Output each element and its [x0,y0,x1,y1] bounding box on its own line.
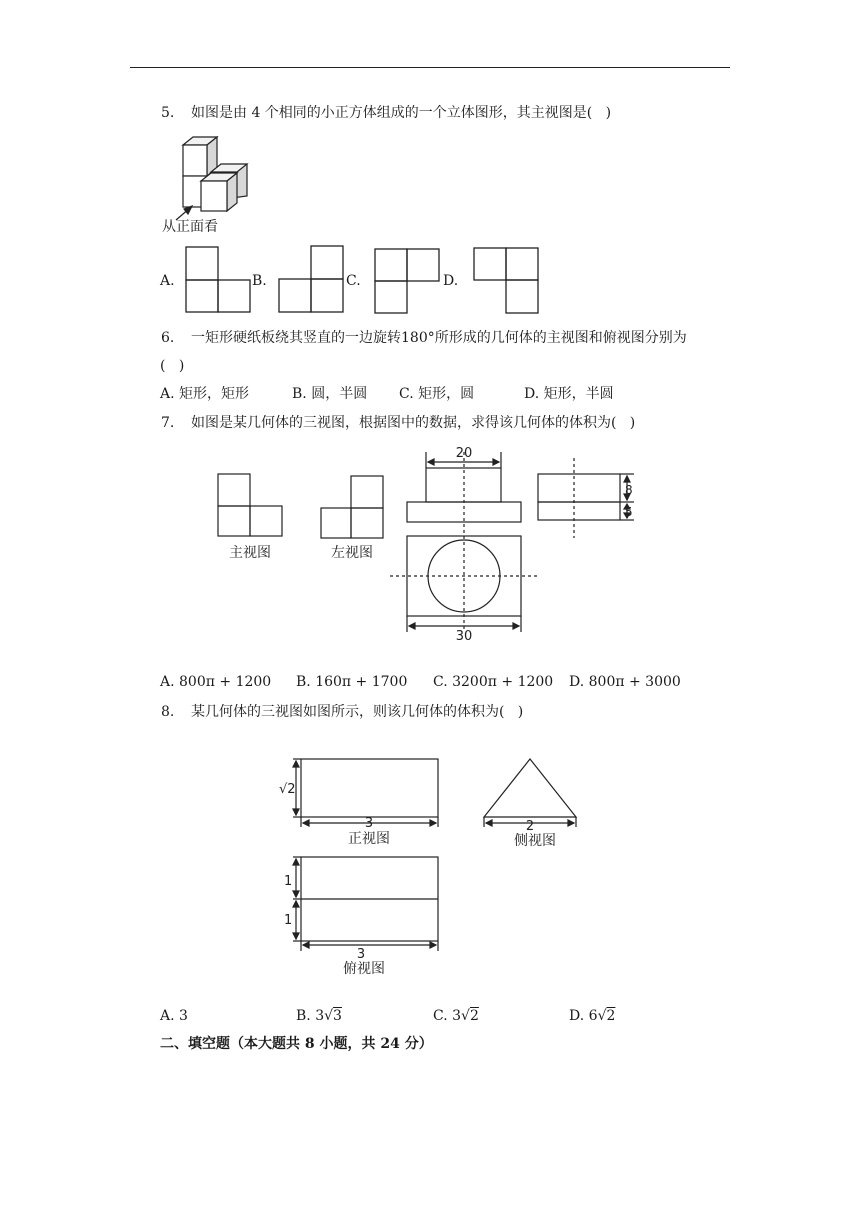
q8-option-b[interactable]: B. 3√3 [296,1008,342,1024]
q8-side-view-label: 侧视图 [514,833,556,849]
q8-number: 8. [161,704,175,720]
q8-three-views-figure [276,745,586,980]
q6-text-blank: ( ) [160,358,185,374]
q8-top-view-label: 俯视图 [343,961,385,977]
q5-option-d-label[interactable]: D. [443,273,459,289]
section-2-title: 二、填空题（本大题共 8 小题，共 24 分） [160,1036,433,1052]
q6-option-b[interactable]: B. 圆，半圆 [292,386,368,402]
q8-front-view-label: 正视图 [348,831,390,847]
q8-dim-3-top: 3 [356,947,366,962]
q7-number: 7. [161,415,175,431]
q5-text: 如图是由 4 个相同的小正方体组成的一个立体图形，其主视图是( ) [191,105,612,121]
header-rule [130,67,730,68]
q8-option-d[interactable]: D. 6√2 [569,1008,616,1024]
q8-dim-sqrt2: √2 [279,782,296,797]
q7-text: 如图是某几何体的三视图，根据图中的数据，求得该几何体的体积为( ) [191,415,636,431]
q7-dim-5: 5 [625,505,633,519]
q6-number: 6. [161,330,175,346]
q7-option-d[interactable]: D. 800π + 3000 [569,674,681,690]
q5-option-a-label[interactable]: A. [160,273,175,289]
q6-option-c[interactable]: C. 矩形，圆 [399,386,475,402]
q7-dim-20: 20 [455,446,473,461]
q6-option-d[interactable]: D. 矩形，半圆 [524,386,614,402]
q5-option-b-label[interactable]: B. [252,273,267,289]
q7-dim-30: 30 [455,629,473,644]
q5-front-label: 从正面看 [162,219,218,235]
q5-option-a-figure[interactable] [185,246,251,314]
q5-option-c-figure[interactable] [374,248,440,315]
q5-option-c-label[interactable]: C. [346,273,361,289]
q7-option-c[interactable]: C. 3200π + 1200 [433,674,554,690]
q5-option-b-figure[interactable] [278,245,344,313]
q7-option-a[interactable]: A. 800π + 1200 [160,674,272,690]
q8-text: 某几何体的三视图如图所示，则该几何体的体积为( ) [191,704,524,720]
q7-left-view-label: 左视图 [331,545,373,561]
q8-dim-1-upper: 1 [284,874,293,889]
q8-dim-2: 2 [525,819,535,834]
q5-number: 5. [161,105,175,121]
q5-option-d-figure[interactable] [473,247,539,315]
q7-dim-8: 8 [625,483,633,497]
q7-three-views-figure [200,440,633,644]
q8-dim-1-lower: 1 [284,913,293,928]
q8-option-c[interactable]: C. 3√2 [433,1008,479,1024]
q7-option-b[interactable]: B. 160π + 1700 [296,674,408,690]
q8-option-a[interactable]: A. 3 [160,1008,188,1024]
q6-option-a[interactable]: A. 矩形，矩形 [160,386,250,402]
q8-dim-3-front: 3 [364,816,374,831]
q6-text: 一矩形硬纸板绕其竖直的一边旋转180°所形成的几何体的主视图和俯视图分别为 [191,330,687,346]
q7-main-view-label: 主视图 [229,545,271,561]
